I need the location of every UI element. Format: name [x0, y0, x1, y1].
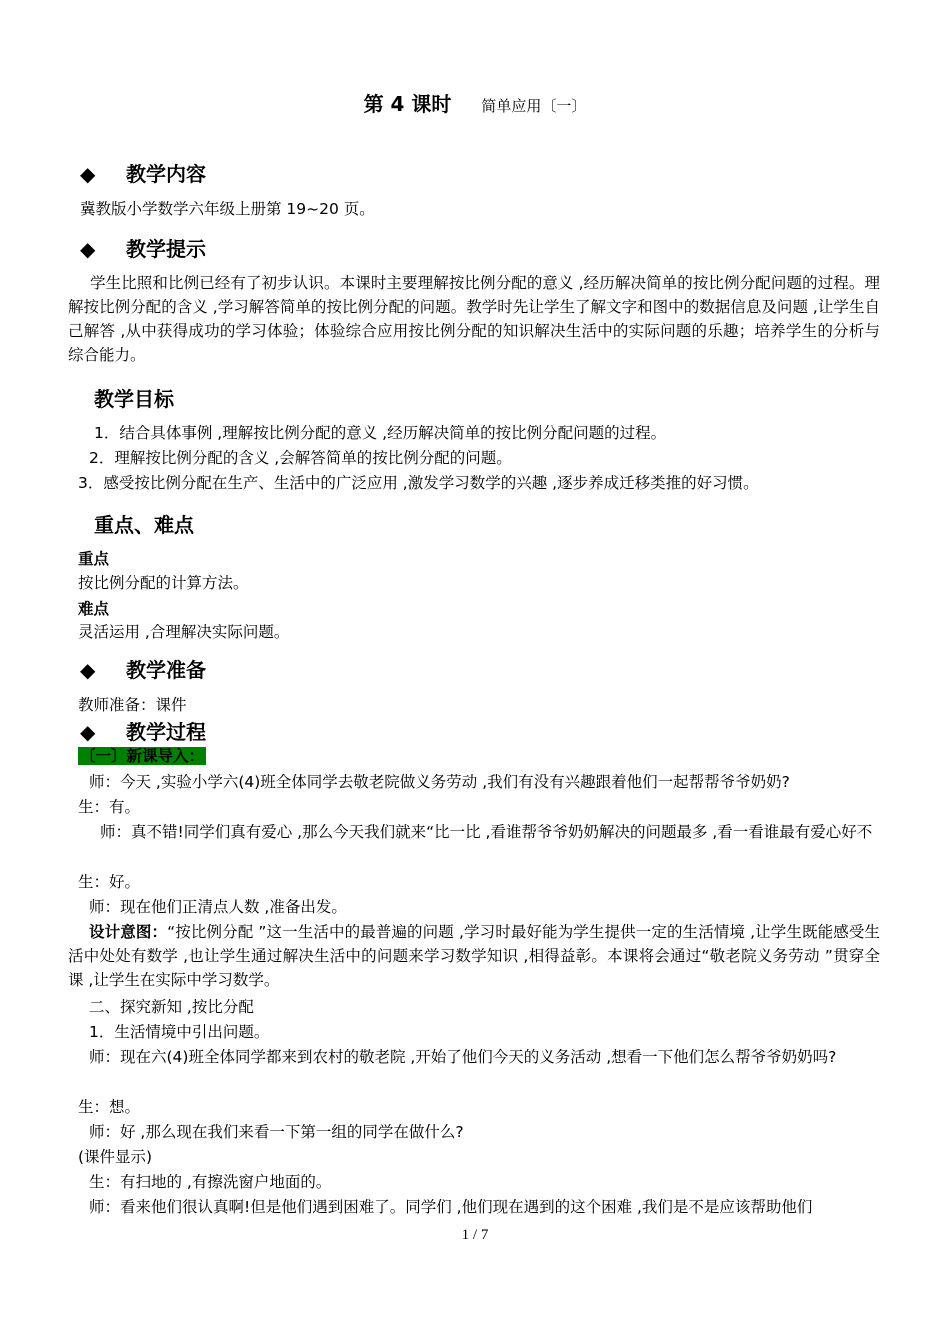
section-heading-goals: 教学目标: [94, 387, 174, 411]
page-title: [0, 88, 950, 117]
diamond-icon: ◆: [80, 658, 96, 682]
dialogue-line: 师：好 ,那么现在我们来看一下第一组的同学在做什么?: [89, 1123, 464, 1141]
lesson-subtitle: 简单应用〔一〕: [481, 97, 587, 115]
intro-label-highlight: 〔一〕新课导入：: [80, 747, 205, 765]
dialogue-line: 生：有扫地的 ,有擦洗窗户地面的。: [89, 1173, 332, 1191]
section-heading-content: ◆ 教学内容: [80, 162, 206, 186]
difficult-point-text: 灵活运用 ,合理解决实际问题。: [78, 623, 290, 641]
design-intent-paragraph: 设计意图：“按比例分配 ”这一生活中的最普遍的问题 ,学习时最好能为学生提供一定的生活情境 ,让学生既能感受生活中处处有数学 ,也让学生通过解决生活中的问题来学习数学知识 ,相得益彰。本课将会通过“敬老院义务劳动 ”贯穿全课 ,让学生在实际中学习数学。: [68, 923, 880, 989]
hints-paragraph: 学生比照和比例已经有了初步认识。本课时主要理解按比例分配的意义 ,经历解决简单的按比例分配问题的过程。理解按比例分配的含义 ,学习解答简单的按比例分配的问题。教学时先让学生了解文字和图中的数据信息及问题 ,让学生自己解答 ,从中获得成功的学习体验；体验综合应用按比例分配的知识解决生活中的实际问题的乐趣；培养学生的分析与综合能力。: [68, 274, 880, 364]
dialogue-line: 生：好。: [78, 873, 141, 891]
diamond-icon: ◆: [80, 162, 96, 186]
subsection-heading: 二、探究新知 ,按比分配: [89, 998, 254, 1016]
dialogue-line: 师：看来他们很认真啊!但是他们遇到困难了。同学们 ,他们现在遇到的这个困难 ,我们是不是应该帮助他们: [89, 1198, 813, 1216]
dialogue-line: 师：今天 ,实验小学六(4)班全体同学去敬老院做义务劳动 ,我们有没有兴趣跟着他们一起帮帮爷爷奶奶?: [89, 773, 790, 791]
key-point-text: 按比例分配的计算方法。: [78, 574, 249, 592]
diamond-icon: ◆: [80, 237, 96, 261]
dialogue-line: 生：有。: [78, 798, 141, 816]
courseware-note: (课件显示): [78, 1148, 153, 1166]
section-heading-process: ◆ 教学过程: [80, 720, 206, 744]
dialogue-line: 师：现在六(4)班全体同学都来到农村的敬老院 ,开始了他们今天的义务活动 ,想看一下他们怎么帮爷爷奶奶吗?: [89, 1048, 837, 1066]
section-heading-hints: ◆ 教学提示: [80, 237, 206, 261]
dialogue-line: 师：现在他们正清点人数 ,准备出发。: [89, 898, 347, 916]
section-heading-key-points: 重点、难点: [94, 513, 194, 537]
step-heading: 1．生活情境中引出问题。: [89, 1023, 270, 1041]
dialogue-line: 生：想。: [78, 1098, 141, 1116]
design-intent-label: 设计意图：: [89, 923, 168, 941]
goal-item: 3．感受按比例分配在生产、生活中的广泛应用 ,激发学习数学的兴趣 ,逐步养成迁移类推的好习惯。: [78, 474, 759, 492]
content-text: 冀教版小学数学六年级上册第 19~20 页。: [80, 200, 375, 218]
page-number: 1 / 7: [461, 1227, 489, 1243]
goal-item: 2．理解按比例分配的含义 ,会解答简单的按比例分配的问题。: [89, 449, 512, 467]
lesson-number: 第 4 课时: [363, 92, 452, 116]
dialogue-line: 师：真不错!同学们真有爱心 ,那么今天我们就来“比一比 ,看谁帮爷爷奶奶解决的问题最多 ,看一看谁最有爱心好不: [100, 823, 873, 841]
diamond-icon: ◆: [80, 720, 96, 744]
preparation-text: 教师准备：课件: [78, 696, 187, 714]
key-point-label: 重点: [78, 550, 110, 568]
section-heading-preparation: ◆ 教学准备: [80, 658, 206, 682]
goal-item: 1．结合具体事例 ,理解按比例分配的意义 ,经历解决简单的按比例分配问题的过程。: [94, 424, 667, 442]
difficult-point-label: 难点: [78, 600, 110, 618]
